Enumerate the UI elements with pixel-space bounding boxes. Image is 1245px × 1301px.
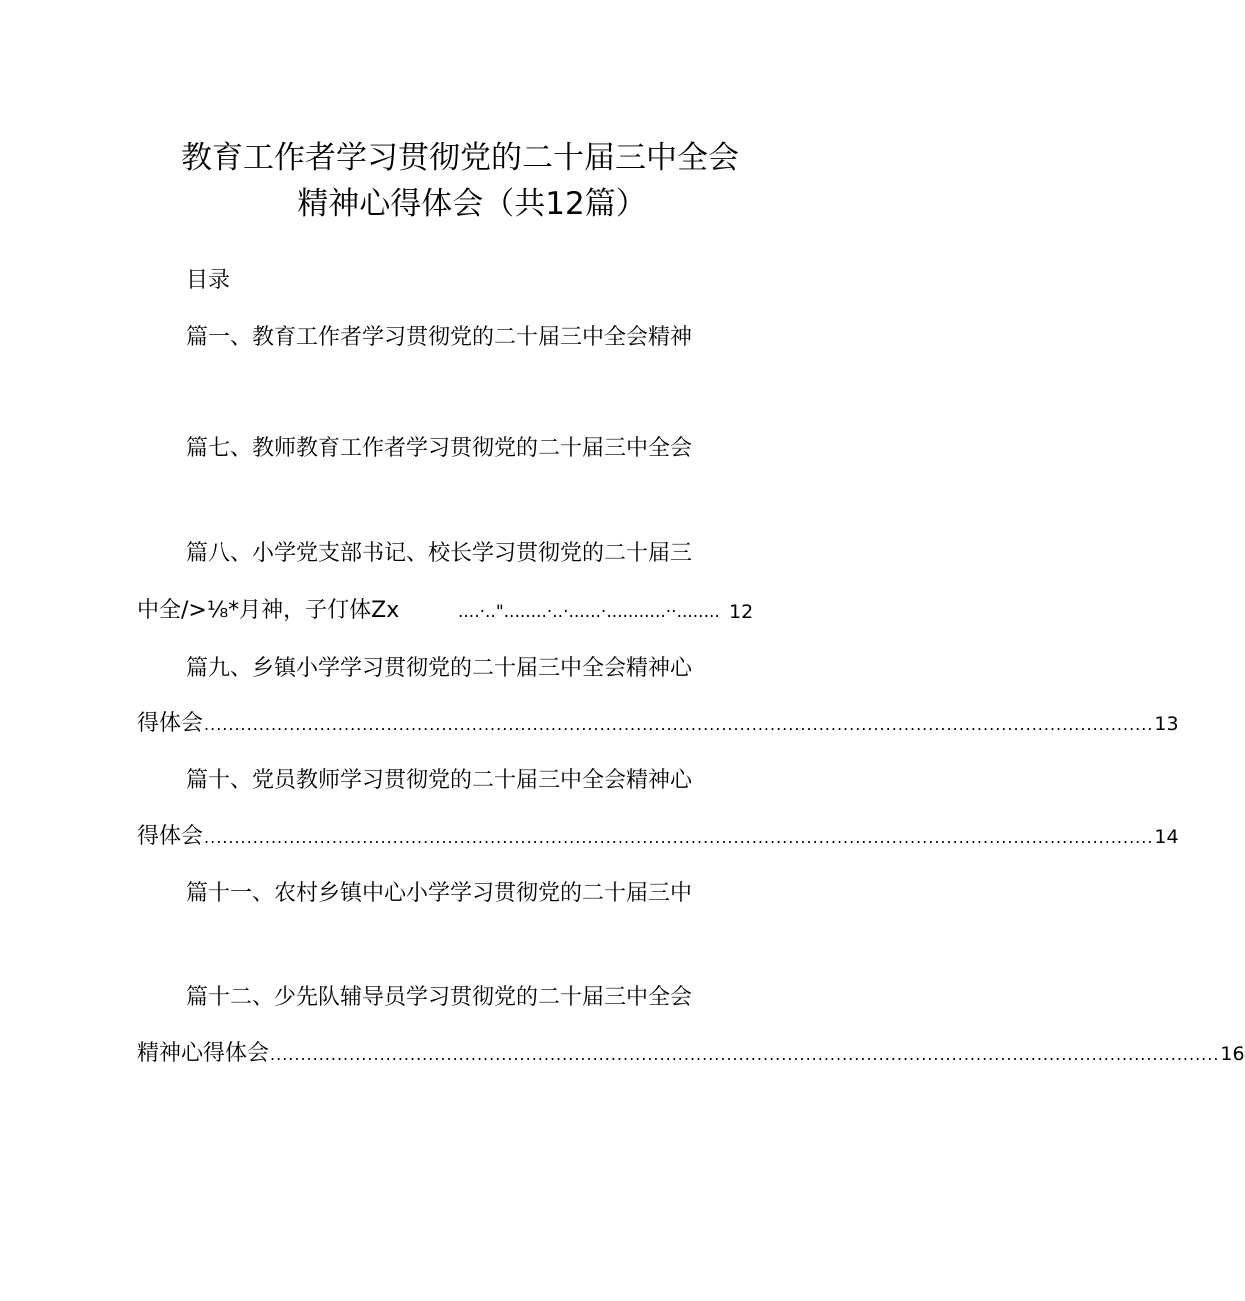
toc-entry-9[interactable]: 篇九、乡镇小学学习贯彻党的二十届三中全会精神心 bbox=[186, 656, 693, 681]
toc-entry-9-continuation: 得体会 bbox=[137, 711, 204, 736]
toc-entry-8-leader: ....·.."........·..·......·...........··........ bbox=[458, 602, 720, 622]
toc-entry-12-leader: ............................................................................................................................................................ bbox=[270, 1045, 1220, 1064]
toc-entry-12-page: 16 bbox=[1220, 1043, 1245, 1065]
toc-entry-9-row[interactable] bbox=[137, 709, 1179, 740]
toc-entry-12-row[interactable] bbox=[137, 1039, 1245, 1070]
toc-entry-12-continuation: 精神心得体会 bbox=[137, 1041, 270, 1066]
toc-entry-7[interactable]: 篇七、教师教育工作者学习贯彻党的二十届三中全会 bbox=[186, 436, 693, 461]
toc-entry-10-row[interactable] bbox=[137, 822, 1179, 853]
toc-entry-8-page: 12 bbox=[729, 601, 754, 623]
title-line-1: 教育工作者学习贯彻党的二十届三中全会 bbox=[181, 140, 739, 176]
toc-entry-10-leader: ............................................................................................................................................................ bbox=[204, 828, 1154, 847]
toc-entry-9-leader: ............................................................................................................................................................ bbox=[204, 715, 1154, 734]
toc-heading: 目录 bbox=[186, 268, 231, 293]
toc-entry-1[interactable]: 篇一、教育工作者学习贯彻党的二十届三中全会精神 bbox=[186, 325, 693, 350]
title-line-2: 精神心得体会（共12篇） bbox=[297, 186, 647, 222]
toc-entry-11[interactable]: 篇十一、农村乡镇中心小学学习贯彻党的二十届三中 bbox=[186, 881, 693, 906]
toc-entry-10-continuation: 得体会 bbox=[137, 824, 204, 849]
toc-entry-8-continuation[interactable]: 中全/>⅛*月神，子仃体Zx bbox=[137, 598, 400, 623]
toc-entry-9-page: 13 bbox=[1154, 713, 1179, 735]
toc-entry-10-page: 14 bbox=[1154, 826, 1179, 848]
toc-entry-12[interactable]: 篇十二、少先队辅导员学习贯彻党的二十届三中全会 bbox=[186, 985, 693, 1010]
toc-entry-8[interactable]: 篇八、小学党支部书记、校长学习贯彻党的二十届三 bbox=[186, 541, 693, 566]
toc-entry-10[interactable]: 篇十、党员教师学习贯彻党的二十届三中全会精神心 bbox=[186, 768, 693, 793]
